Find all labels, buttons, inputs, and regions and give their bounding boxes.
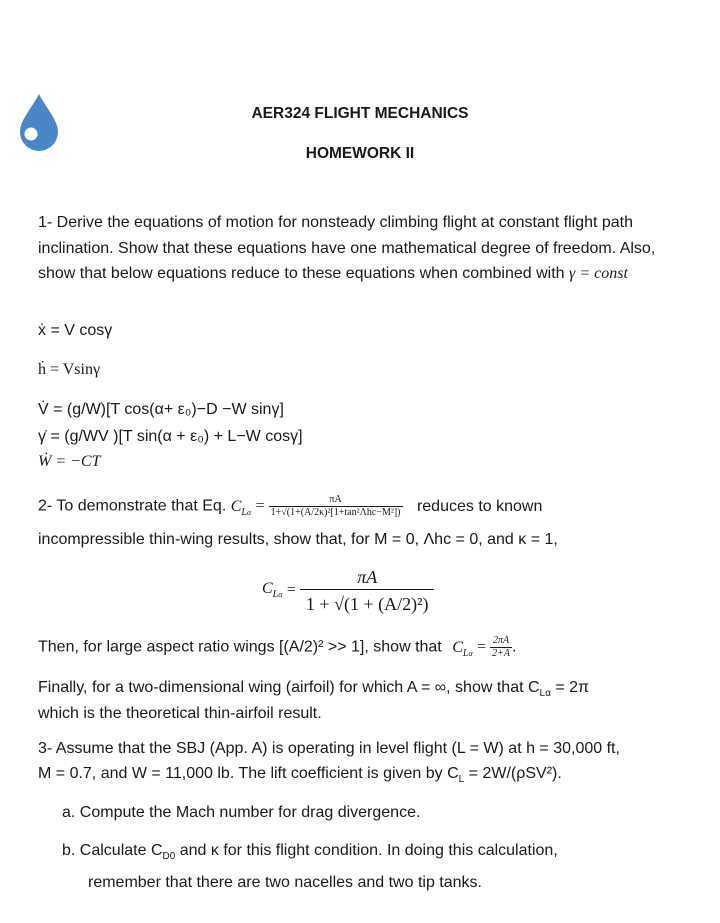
centered-fraction <box>300 565 435 616</box>
fraction-denominator: 1+√(1+(A/2κ)²[1+tan²Λhc−M²]) <box>270 507 401 518</box>
equation-v-dot: V̇ = (g/W)[T cos(α+ ε₀)−D −W sinγ] <box>38 401 284 418</box>
problem-2-line-1: 2- To demonstrate that Eq. $C_{L\alpha}$ = $\frac{\pi A}{\text{1+√(1+(A/2κ)²[1+tan²Λhc−M²])}}$ reduces to known <box>38 494 543 518</box>
problem-1-condition: γ = const <box>569 265 628 282</box>
equation-gamma-dot: γ̇ = (g/WV )[T sin(α + ε₀) + L−W cosγ] <box>38 428 303 445</box>
problem-3-line-1: 3- Assume that the SBJ (App. A) is operating in level flight (L = W) at h = 30,000 ft, <box>38 740 620 757</box>
centered-equation: $C_{L\alpha}$ = $\frac{\pi A}{\text{1 + √(1 + (A/2)²)}}$ <box>262 565 434 616</box>
problem-3-line-2: M = 0.7, and W = 11,000 lb. The lift coefficient is given by $C_L = 2W/(\rho SV^2)$. <box>38 765 562 786</box>
problem-2-then-line: Then, for large aspect ratio wings [(A/2)² >> 1], show that $C_{L\alpha}$ = $\frac{2\pi A}{2+A}$ . <box>38 635 517 659</box>
problem-3-item-a: a. Compute the Mach number for drag divergence. <box>62 804 421 821</box>
equation-w-dot: Ẇ = −CT <box>38 453 101 470</box>
cl-alpha-fraction <box>269 494 403 519</box>
centered-numerator: πA <box>357 567 378 587</box>
equation-x-dot: ẋ = V cosγ <box>38 322 113 339</box>
problem-2-finally-line: Finally, for a two-dimensional wing (airfoil) for which A = ∞, show that $C_{L\alpha} = 2\pi$ <box>38 679 590 700</box>
equation-h-dot: ḣ = Vsinγ <box>38 361 101 378</box>
problem-2-final-note: which is the theoretical thin-airfoil result. <box>38 705 322 722</box>
problem-3-item-b: b. Calculate $C_{D0}$ and κ for this flight condition. In doing this calculation, remember that there are two nacelles and two tip tanks. <box>62 842 558 891</box>
reduces-text: reduces to known <box>416 497 543 515</box>
problem-1-body: 1- Derive the equations of motion for nonsteady climbing flight at constant flight path inclination. Show that these equations have one mathematical degree of freedom. Also, show that below equations reduce to these equations when combined with <box>38 214 656 282</box>
then-fraction: $\frac{2\pi A}{2+A}$ <box>492 635 510 659</box>
problem-2-line-2: incompressible thin-wing results, show that, for M = 0, Λhc = 0, and κ = 1, <box>38 531 558 548</box>
course-title: AER324 FLIGHT MECHANICS <box>251 105 469 122</box>
fraction-numerator: πA <box>329 494 342 505</box>
problem-1-text <box>38 210 678 287</box>
homework-title: HOMEWORK II <box>305 145 415 162</box>
cl-alpha-symbol: $C_{L\alpha}$ <box>230 497 252 518</box>
then-text: Then, for large aspect ratio wings [(A/2)² >> 1], show that <box>38 638 442 656</box>
problem-2-intro: 2- To demonstrate that Eq. <box>38 497 227 515</box>
centered-denominator: 1 + √(1 + (A/2)²) <box>300 589 435 616</box>
